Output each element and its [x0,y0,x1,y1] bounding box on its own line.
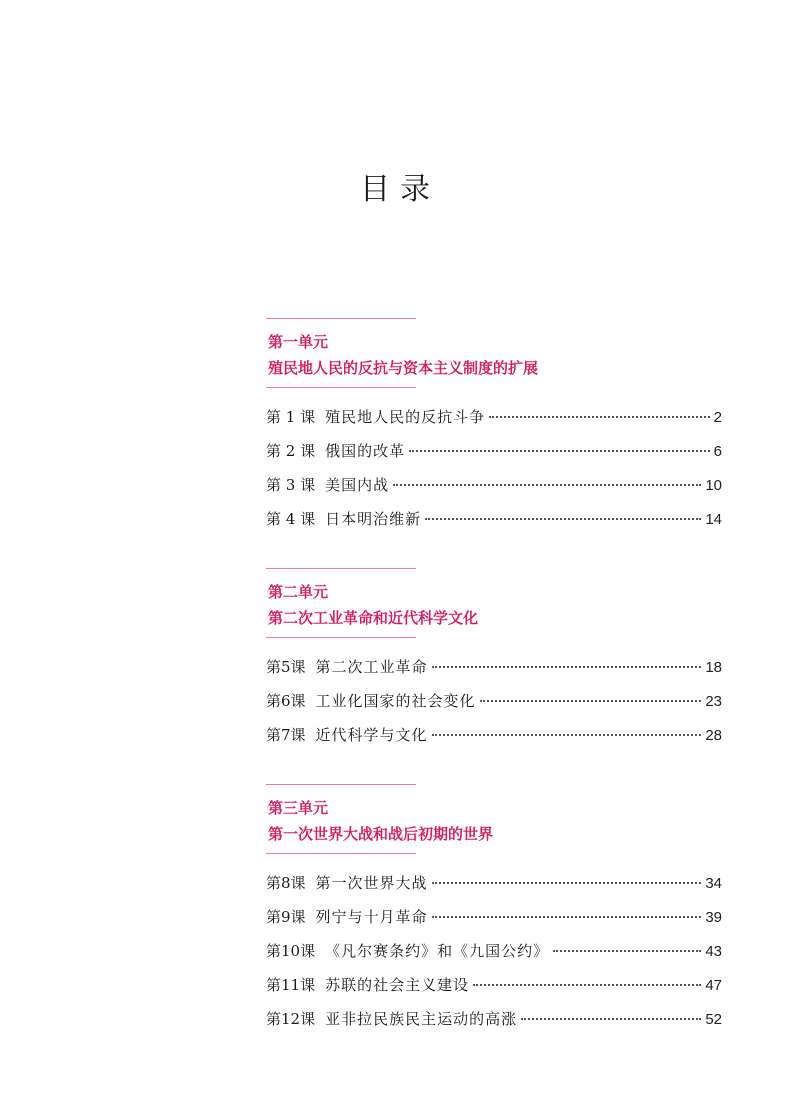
lesson-title: 俄国的改革 [325,442,406,460]
unit-label: 第一单元 [268,333,329,351]
unit-heading [266,319,722,387]
page-number: 43 [705,943,722,960]
toc-entry[interactable] [266,900,722,934]
page-title: 目录 [360,172,440,207]
page-number: 23 [705,693,722,710]
page-number: 10 [705,477,722,494]
lesson-title: 殖民地人民的反抗斗争 [325,408,486,426]
unit-divider-bottom [266,853,416,854]
page-number: 18 [705,659,722,676]
page-number: 2 [713,409,722,426]
lesson-number: 第11课 [266,976,316,994]
dot-leader [473,983,701,986]
toc-entry[interactable] [266,434,722,468]
lesson-list [266,650,722,752]
lesson-number: 第6课 [266,692,306,710]
dot-leader [432,915,702,918]
toc-entry[interactable] [266,502,722,536]
toc-entry[interactable] [266,934,722,968]
dot-leader [409,449,710,452]
dot-leader [432,665,702,668]
unit-label: 第三单元 [268,799,329,817]
dot-leader [521,1017,701,1020]
lesson-list [266,866,722,1036]
lesson-number: 第 1 课 [266,408,316,426]
lesson-title: 工业化国家的社会变化 [315,692,476,710]
unit-divider-bottom [266,637,416,638]
dot-leader [432,881,702,884]
lesson-number: 第7课 [266,726,306,744]
unit-title: 殖民地人民的反抗与资本主义制度的扩展 [268,359,539,377]
unit-divider-bottom [266,387,416,388]
lesson-title: 美国内战 [325,476,390,494]
lesson-title: 第二次工业革命 [315,658,428,676]
table-of-contents [266,318,722,1068]
dot-leader [432,733,702,736]
toc-entry[interactable] [266,1002,722,1036]
dot-leader [553,949,701,952]
lesson-number: 第12课 [266,1010,316,1028]
page-number: 14 [705,511,722,528]
unit-section [266,784,722,1036]
toc-entry[interactable] [266,866,722,900]
lesson-number: 第5课 [266,658,306,676]
lesson-number: 第8课 [266,874,306,892]
lesson-number: 第10课 [266,942,316,960]
page-number: 39 [705,909,722,926]
lesson-title: 第一次世界大战 [315,874,428,892]
toc-entry[interactable] [266,684,722,718]
unit-label: 第二单元 [268,583,329,601]
dot-leader [489,415,710,418]
lesson-title: 列宁与十月革命 [315,908,428,926]
page-number: 34 [705,875,722,892]
dot-leader [425,517,701,520]
unit-heading [266,785,722,853]
dot-leader [393,483,701,486]
page-number: 52 [705,1011,722,1028]
page-number: 28 [705,727,722,744]
toc-entry[interactable] [266,650,722,684]
toc-entry[interactable] [266,968,722,1002]
lesson-title: 《凡尔赛条约》和《九国公约》 [325,942,550,960]
toc-entry[interactable] [266,718,722,752]
toc-entry[interactable] [266,400,722,434]
lesson-list [266,400,722,536]
lesson-number: 第 4 课 [266,510,316,528]
dot-leader [480,699,702,702]
unit-heading [266,569,722,637]
unit-title: 第二次工业革命和近代科学文化 [268,609,479,627]
lesson-title: 日本明治维新 [325,510,422,528]
lesson-number: 第9课 [266,908,306,926]
lesson-title: 苏联的社会主义建设 [325,976,470,994]
unit-section [266,318,722,536]
lesson-number: 第 2 课 [266,442,316,460]
toc-entry[interactable] [266,468,722,502]
lesson-number: 第 3 课 [266,476,316,494]
lesson-title: 近代科学与文化 [315,726,428,744]
lesson-title: 亚非拉民族民主运动的高涨 [325,1010,518,1028]
page-number: 47 [705,977,722,994]
unit-section [266,568,722,752]
page-number: 6 [713,443,722,460]
unit-title: 第一次世界大战和战后初期的世界 [268,825,494,843]
